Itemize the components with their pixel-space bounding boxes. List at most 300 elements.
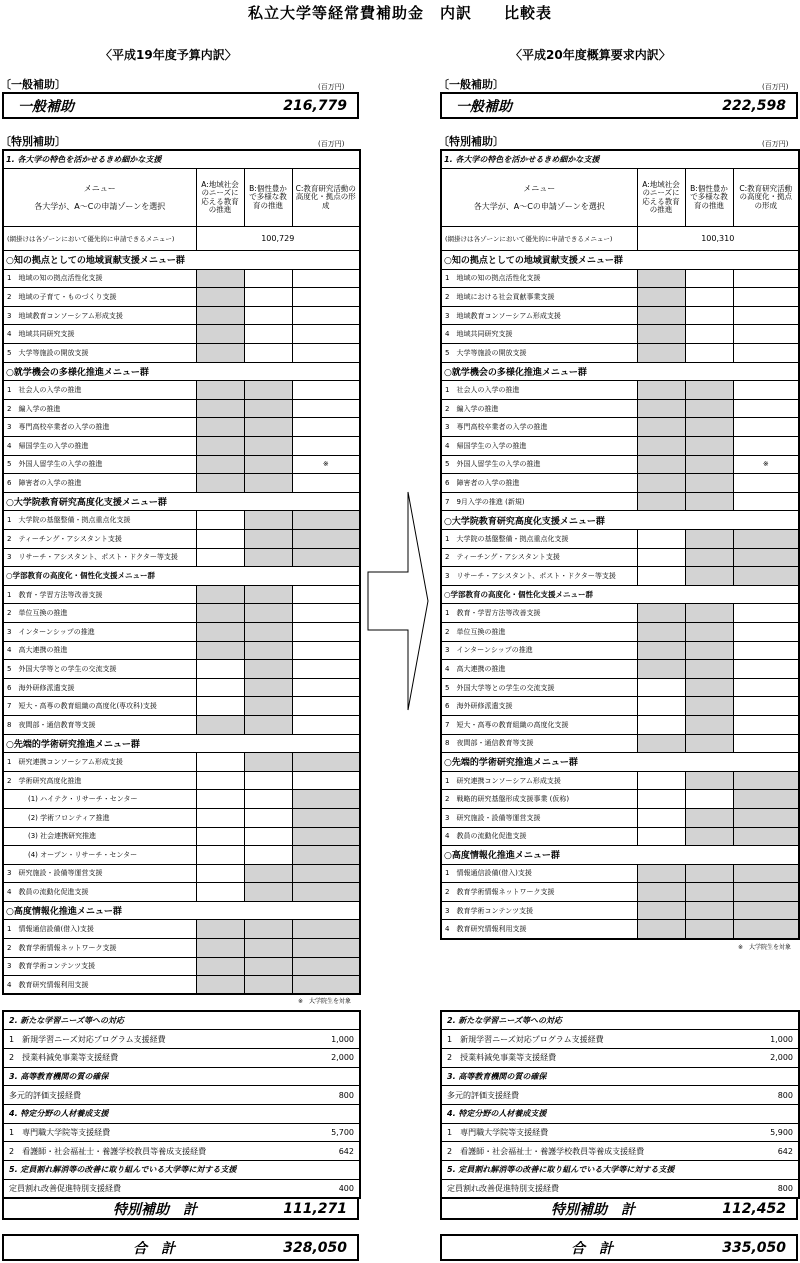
zone-cell-a: [637, 734, 685, 753]
menu-item-row: [3, 864, 360, 883]
support-section-title: 2. 新たな学習ニーズ等への対応: [3, 1011, 360, 1030]
section-title: 1. 各大学の特色を活かせるきめ細かな支援: [441, 150, 799, 169]
zone-cell-b: [244, 325, 292, 344]
support-item-value: 642: [293, 1142, 360, 1161]
zone-cell-b: [244, 808, 292, 827]
zone-cell-c: [292, 883, 360, 902]
zone-cell-a: [196, 604, 244, 623]
zone-cell-b: [685, 567, 733, 586]
zone-cell-c: [292, 381, 360, 400]
zone-cell-b: [685, 864, 733, 883]
zone-cell-c: [292, 976, 360, 995]
zone-cell-b: [244, 697, 292, 716]
zone-cell-a: [196, 883, 244, 902]
zone-cell-a: [196, 511, 244, 530]
zone-cell-c: [733, 530, 799, 549]
menu-item-row: [3, 790, 360, 809]
zone-cell-b: [685, 808, 733, 827]
zone-cell-b: [685, 604, 733, 623]
menu-item-label: 4 帰国学生の入学の推進: [3, 437, 196, 456]
zone-cell-c: [733, 901, 799, 920]
menu-group-title: ○高度情報化推進メニュー群: [3, 901, 360, 920]
zone-cell-a: [637, 548, 685, 567]
support-item-row: [3, 1123, 360, 1142]
support-item-label: 多元的評価支援経費: [3, 1086, 293, 1105]
zone-cell-a: [196, 790, 244, 809]
zone-cell-c: [292, 939, 360, 958]
support-section-row: [441, 1161, 799, 1180]
menu-item-row: [3, 827, 360, 846]
zone-cell-a: [196, 957, 244, 976]
zone-cell-a: [196, 846, 244, 865]
menu-item-label: 3 研究施設・設備等運営支援: [3, 864, 196, 883]
zone-cell-a: [196, 939, 244, 958]
menu-item-label: 2 地域の子育て・ものづくり支援: [3, 288, 196, 307]
zone-cell-c: [292, 548, 360, 567]
zone-cell-c: [733, 771, 799, 790]
zone-cell-b: [685, 474, 733, 493]
zone-cell-c: [733, 827, 799, 846]
menu-item-label: 5 外国大学等との学生の交流支援: [3, 660, 196, 679]
zone-cell-c: [292, 790, 360, 809]
menu-item-label: 6 障害者の入学の推進: [441, 474, 637, 493]
support-section-row: [3, 1161, 360, 1180]
support-section-row: [441, 1067, 799, 1086]
support-item-row: [441, 1048, 799, 1067]
menu-item-label: 3 研究施設・設備等運営支援: [441, 808, 637, 827]
zone-cell-c: [733, 325, 799, 344]
menu-header-cell: [3, 169, 196, 227]
menu-item-label: (2) 学術フロンティア推進: [3, 808, 196, 827]
menu-group-title: ○先端的学術研究推進メニュー群: [3, 734, 360, 753]
page-title: 私立大学等経常費補助金 内訳 比較表: [247, 4, 552, 22]
menu-item-row: [3, 381, 360, 400]
zone-cell-b: [244, 399, 292, 418]
menu-item-row: [3, 678, 360, 697]
menu-item-label: 5 大学等施設の開放支援: [3, 344, 196, 363]
zone-cell-c: [733, 437, 799, 456]
zone-cell-b: [244, 976, 292, 995]
support-section-row: [3, 1067, 360, 1086]
menu-group-row: [441, 585, 799, 604]
menu-group-title: ○高度情報化推進メニュー群: [441, 846, 799, 865]
zone-cell-b: [244, 418, 292, 437]
support-item-label: 1 専門職大学院等支援経費: [3, 1123, 293, 1142]
right-general-label: 〔一般補助〕: [438, 78, 504, 91]
zone-cell-c: [733, 734, 799, 753]
menu-item-row: [3, 883, 360, 902]
menu-item-row: [441, 474, 799, 493]
zone-cell-a: [637, 437, 685, 456]
menu-item-row: [3, 455, 360, 474]
menu-item-row: [441, 306, 799, 325]
zone-cell-c: [292, 269, 360, 288]
support-item-value: 800: [732, 1179, 799, 1198]
zone-cell-b: [685, 548, 733, 567]
section-row: [441, 150, 799, 169]
menu-total-value: 100,310: [637, 227, 799, 251]
zone-cell-b: [685, 530, 733, 549]
menu-item-label: 3 リサーチ・アシスタント、ポスト・ドクター等支援: [3, 548, 196, 567]
zone-cell-c: [292, 288, 360, 307]
menu-item-label: 1 教育・学習方法等改善支援: [441, 604, 637, 623]
support-item-row: [3, 1030, 360, 1049]
menu-item-label: 4 地域共同研究支援: [3, 325, 196, 344]
menu-item-label: 8 夜間部・通信教育等支援: [441, 734, 637, 753]
menu-group-title: ○知の拠点としての地域貢献支援メニュー群: [441, 251, 799, 270]
left-special-label: 〔特別補助〕: [0, 135, 66, 148]
zone-cell-a: [196, 585, 244, 604]
zone-cell-c: [292, 771, 360, 790]
zone-cell-c: [733, 790, 799, 809]
support-item-value: 1,000: [293, 1030, 360, 1049]
zone-cell-c: [292, 585, 360, 604]
menu-item-label: 3 教育学術コンテンツ支援: [3, 957, 196, 976]
support-item-label: 定員割れ改善促進特別支援経費: [3, 1179, 293, 1198]
zone-cell-a: [196, 399, 244, 418]
menu-description: 各大学が、A〜Cの申請ゾーンを選択: [34, 201, 166, 211]
zone-cell-a: [637, 883, 685, 902]
zone-cell-c: [733, 288, 799, 307]
menu-item-row: [3, 418, 360, 437]
menu-item-label: 1 社会人の入学の推進: [441, 381, 637, 400]
zone-cell-a: [637, 808, 685, 827]
right-special-table: [440, 149, 800, 940]
menu-item-row: [441, 901, 799, 920]
zone-cell-a: [637, 474, 685, 493]
zone-cell-b: [685, 771, 733, 790]
zone-cell-a: [196, 920, 244, 939]
menu-item-label: 1 地域の知の拠点活性化支援: [441, 269, 637, 288]
menu-group-row: [441, 362, 799, 381]
graduate-star-mark: ※: [733, 455, 799, 474]
zone-cell-a: [637, 567, 685, 586]
support-item-value: 2,000: [293, 1048, 360, 1067]
menu-item-row: [441, 548, 799, 567]
support-item-value: 1,000: [732, 1030, 799, 1049]
menu-item-label: 4 高大連携の推進: [441, 660, 637, 679]
support-item-row: [3, 1086, 360, 1105]
zone-cell-a: [196, 474, 244, 493]
zone-cell-c: [292, 604, 360, 623]
zone-cell-c: [292, 418, 360, 437]
zone-cell-c: [292, 827, 360, 846]
section-title: 1. 各大学の特色を活かせるきめ細かな支援: [3, 150, 360, 169]
zone-cell-b: [244, 939, 292, 958]
zone-cell-a: [637, 455, 685, 474]
support-item-label: 2 授業料減免事業等支援経費: [3, 1048, 293, 1067]
menu-group-row: [441, 251, 799, 270]
right-special-unit: (百万円): [762, 140, 789, 148]
menu-total-value: 100,729: [196, 227, 360, 251]
menu-item-label: 8 夜間部・通信教育等支援: [3, 715, 196, 734]
menu-item-row: [3, 715, 360, 734]
menu-item-label: 1 大学院の基盤整備・拠点重点化支援: [3, 511, 196, 530]
zone-cell-b: [244, 790, 292, 809]
zone-cell-b: [244, 437, 292, 456]
zone-cell-c: [733, 697, 799, 716]
menu-description: 各大学が、A〜Cの申請ゾーンを選択: [473, 201, 605, 211]
menu-item-row: [3, 846, 360, 865]
zone-cell-b: [685, 381, 733, 400]
menu-item-row: [441, 715, 799, 734]
zone-cell-b: [244, 474, 292, 493]
zone-cell-a: [637, 325, 685, 344]
support-item-label: 1 新規学習ニーズ対応プログラム支援経費: [441, 1030, 732, 1049]
menu-item-row: [3, 325, 360, 344]
support-item-label: 定員割れ改善促進特別支援経費: [441, 1179, 732, 1198]
zone-cell-b: [685, 437, 733, 456]
menu-item-label: 1 情報通信設備(借入)支援: [441, 864, 637, 883]
menu-item-row: [3, 530, 360, 549]
zone-cell-c: [733, 864, 799, 883]
menu-item-label: 2 ティーチング・アシスタント支援: [3, 530, 196, 549]
zone-cell-a: [196, 325, 244, 344]
zone-cell-c: [733, 567, 799, 586]
support-item-value: 800: [732, 1086, 799, 1105]
zone-cell-c: [292, 344, 360, 363]
menu-item-label: 1 研究連携コンソーシアム形成支援: [3, 753, 196, 772]
support-item-row: [3, 1179, 360, 1198]
zone-cell-a: [196, 381, 244, 400]
zone-cell-b: [685, 790, 733, 809]
zone-cell-c: [292, 474, 360, 493]
menu-item-label: 7 短大・高専の教育組織の高度化支援: [441, 715, 637, 734]
menu-item-row: [3, 660, 360, 679]
zone-cell-b: [685, 288, 733, 307]
zone-cell-a: [196, 548, 244, 567]
support-section-title: 4. 特定分野の人材養成支援: [441, 1104, 799, 1123]
menu-item-label: 4 地域共同研究支援: [441, 325, 637, 344]
left-general-unit: (百万円): [318, 83, 345, 91]
menu-item-label: 3 教育学術コンテンツ支援: [441, 901, 637, 920]
zone-cell-b: [685, 901, 733, 920]
menu-item-label: 1 教育・学習方法等改善支援: [3, 585, 196, 604]
support-item-row: [441, 1123, 799, 1142]
zone-cell-b: [685, 455, 733, 474]
right-general-value: 222,598: [722, 97, 786, 114]
zone-cell-a: [196, 437, 244, 456]
note-row: [441, 227, 799, 251]
zone-cell-b: [244, 753, 292, 772]
menu-group-row: [441, 846, 799, 865]
support-section-title: 4. 特定分野の人材養成支援: [3, 1104, 360, 1123]
zone-cell-a: [196, 678, 244, 697]
menu-item-label: 4 教育研究情報利用支援: [3, 976, 196, 995]
menu-item-row: [441, 344, 799, 363]
zone-cell-c: [733, 306, 799, 325]
menu-item-label: 2 戦略的研究基盤形成支援事業 (仮称): [441, 790, 637, 809]
zone-cell-b: [685, 715, 733, 734]
menu-item-label: 2 単位互換の推進: [3, 604, 196, 623]
zone-cell-a: [196, 418, 244, 437]
left-special-total-value: 111,271: [283, 1200, 347, 1217]
menu-item-row: [3, 269, 360, 288]
right-bottom-table: [440, 1010, 800, 1199]
menu-item-label: (4) オープン・リサーチ・センター: [3, 846, 196, 865]
zone-cell-b: [244, 530, 292, 549]
zone-cell-b: [685, 399, 733, 418]
support-item-value: 642: [732, 1142, 799, 1161]
zone-cell-a: [637, 641, 685, 660]
zone-cell-a: [196, 976, 244, 995]
menu-group-title: ○知の拠点としての地域貢献支援メニュー群: [3, 251, 360, 270]
left-special-total: [2, 1197, 359, 1220]
menu-item-row: [441, 883, 799, 902]
zone-cell-c: [733, 641, 799, 660]
menu-item-label: 1 研究連携コンソーシアム形成支援: [441, 771, 637, 790]
zone-cell-b: [244, 957, 292, 976]
support-item-row: [441, 1086, 799, 1105]
menu-item-row: [3, 344, 360, 363]
support-item-label: 2 看護師・社会福祉士・養護学校教員等養成支援経費: [441, 1142, 732, 1161]
zone-cell-a: [196, 344, 244, 363]
support-section-row: [441, 1104, 799, 1123]
left-star-note: ※ 大学院生を対象: [298, 998, 352, 1005]
menu-item-label: 2 単位互換の推進: [441, 622, 637, 641]
support-item-row: [441, 1142, 799, 1161]
menu-item-label: 3 リサーチ・アシスタント、ポスト・ドクター等支援: [441, 567, 637, 586]
zone-cell-a: [196, 697, 244, 716]
right-general-name: 一般補助: [456, 98, 512, 115]
menu-item-label: 2 教育学術情報ネットワーク支援: [441, 883, 637, 902]
zone-cell-a: [196, 288, 244, 307]
zone-cell-c: [292, 697, 360, 716]
zone-cell-b: [244, 604, 292, 623]
menu-item-row: [441, 381, 799, 400]
zone-cell-c: [733, 418, 799, 437]
menu-item-row: [3, 939, 360, 958]
zone-cell-c: [733, 622, 799, 641]
zone-cell-c: [733, 678, 799, 697]
support-section-title: 3. 高等教育機関の質の確保: [441, 1067, 799, 1086]
zone-cell-c: [733, 344, 799, 363]
menu-item-label: 1 情報通信設備(借入)支援: [3, 920, 196, 939]
zone-cell-c: [733, 715, 799, 734]
left-grand-value: 328,050: [283, 1239, 347, 1256]
zone-cell-a: [196, 530, 244, 549]
zone-cell-a: [196, 622, 244, 641]
left-general-box: [2, 92, 359, 119]
menu-item-row: [441, 697, 799, 716]
menu-item-label: 2 ティーチング・アシスタント支援: [441, 548, 637, 567]
menu-item-label: 7 9月入学の推進 (新規): [441, 492, 637, 511]
support-item-row: [441, 1179, 799, 1198]
support-item-label: 2 看護師・社会福祉士・養護学校教員等養成支援経費: [3, 1142, 293, 1161]
zone-cell-b: [685, 641, 733, 660]
right-star-note: ※ 大学院生を対象: [738, 944, 792, 951]
zone-header-colA: A:地域社会のニーズに応える教育の推進: [196, 169, 244, 227]
menu-item-row: [441, 864, 799, 883]
zone-cell-c: [733, 660, 799, 679]
zone-cell-b: [244, 883, 292, 902]
support-item-value: 2,000: [732, 1048, 799, 1067]
left-special-total-label: 特別補助 計: [113, 1201, 197, 1218]
zone-cell-c: [292, 864, 360, 883]
menu-item-label: 6 海外研修派遣支援: [3, 678, 196, 697]
menu-item-row: [441, 437, 799, 456]
menu-group-row: [3, 734, 360, 753]
menu-item-row: [3, 511, 360, 530]
left-special-table: [2, 149, 361, 995]
menu-item-row: [441, 455, 799, 474]
menu-item-row: [441, 325, 799, 344]
right-general-box: [440, 92, 798, 119]
right-grand-value: 335,050: [722, 1239, 786, 1256]
zone-cell-a: [196, 660, 244, 679]
zone-cell-a: [637, 864, 685, 883]
menu-item-row: [441, 660, 799, 679]
menu-group-title: ○先端的学術研究推進メニュー群: [441, 753, 799, 772]
zone-cell-b: [244, 660, 292, 679]
zone-cell-c: [292, 622, 360, 641]
zone-cell-b: [244, 511, 292, 530]
zone-cell-a: [196, 864, 244, 883]
zone-header-colC: C:教育研究活動の高度化・拠点の形成: [733, 169, 799, 227]
zone-cell-b: [685, 827, 733, 846]
support-section-title: 2. 新たな学習ニーズ等への対応: [441, 1011, 799, 1030]
menu-item-row: [3, 604, 360, 623]
zone-header-colA: A:地域社会のニーズに応える教育の推進: [637, 169, 685, 227]
menu-item-label: 4 高大連携の推進: [3, 641, 196, 660]
menu-item-row: [3, 771, 360, 790]
zone-cell-a: [637, 790, 685, 809]
menu-item-row: [441, 771, 799, 790]
support-item-value: 5,900: [732, 1123, 799, 1142]
menu-group-title: ○就学機会の多様化推進メニュー群: [3, 362, 360, 381]
menu-item-label: 5 外国大学等との学生の交流支援: [441, 678, 637, 697]
support-item-label: 多元的評価支援経費: [441, 1086, 732, 1105]
zone-cell-a: [637, 418, 685, 437]
zone-cell-b: [244, 344, 292, 363]
zone-cell-c: [292, 437, 360, 456]
support-section-title: 3. 高等教育機関の質の確保: [3, 1067, 360, 1086]
zone-cell-a: [637, 660, 685, 679]
menu-item-row: [441, 678, 799, 697]
note-row: [3, 227, 360, 251]
zone-cell-c: [292, 808, 360, 827]
menu-item-label: (1) ハイテク・リサーチ・センター: [3, 790, 196, 809]
menu-item-row: [441, 567, 799, 586]
zone-cell-c: [733, 883, 799, 902]
zone-cell-a: [637, 622, 685, 641]
zone-cell-b: [685, 306, 733, 325]
zone-cell-b: [685, 325, 733, 344]
zone-cell-a: [196, 771, 244, 790]
zone-cell-a: [637, 920, 685, 939]
zone-cell-b: [244, 678, 292, 697]
zone-cell-b: [685, 269, 733, 288]
zone-cell-a: [196, 827, 244, 846]
menu-header-row: [3, 169, 360, 227]
menu-item-label: 6 海外研修派遣支援: [441, 697, 637, 716]
zone-cell-a: [637, 901, 685, 920]
zone-cell-a: [637, 381, 685, 400]
menu-item-row: [3, 753, 360, 772]
support-item-value: 800: [293, 1086, 360, 1105]
zone-cell-c: [292, 753, 360, 772]
menu-group-title: ○大学院教育研究高度化支援メニュー群: [441, 511, 799, 530]
zone-cell-b: [244, 455, 292, 474]
menu-item-row: [3, 399, 360, 418]
zone-cell-a: [196, 306, 244, 325]
menu-item-row: [3, 474, 360, 493]
support-item-row: [3, 1142, 360, 1161]
right-special-total: [440, 1197, 798, 1220]
zone-cell-b: [685, 734, 733, 753]
zone-cell-b: [685, 418, 733, 437]
zone-cell-b: [685, 920, 733, 939]
